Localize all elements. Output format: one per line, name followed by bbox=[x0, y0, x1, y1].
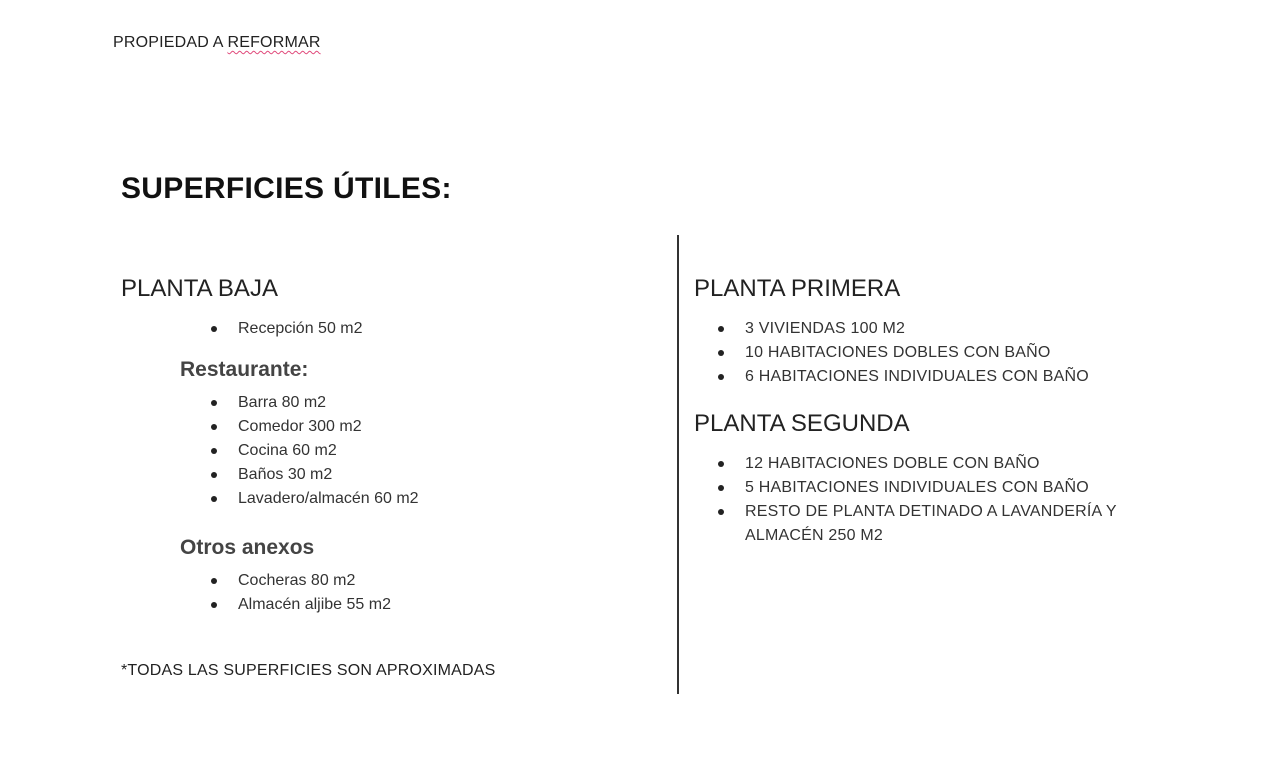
list-item: RESTO DE PLANTA DETINADO A LAVANDERÍA Y ALMACÉN 250 M2 bbox=[694, 500, 1164, 548]
bullet-icon bbox=[211, 424, 217, 430]
bullet-icon bbox=[211, 578, 217, 584]
subsection-title-otros-anexos: Otros anexos bbox=[180, 536, 315, 559]
list-item: Recepción 50 m2 bbox=[121, 317, 661, 341]
list-item: 3 VIVIENDAS 100 M2 bbox=[694, 317, 1214, 341]
bullet-icon bbox=[211, 448, 217, 454]
page-title: SUPERFICIES ÚTILES: bbox=[121, 172, 452, 205]
bullet-icon bbox=[718, 509, 724, 515]
list-item: Cocheras 80 m2 bbox=[121, 569, 661, 593]
list-item: 5 HABITACIONES INDIVIDUALES CON BAÑO bbox=[694, 476, 1164, 500]
bullet-icon bbox=[211, 602, 217, 608]
section-title-planta-segunda: PLANTA SEGUNDA bbox=[694, 410, 910, 437]
list-item: Cocina 60 m2 bbox=[121, 439, 661, 463]
footnote: *TODAS LAS SUPERFICIES SON APROXIMADAS bbox=[121, 662, 496, 679]
right-column bbox=[694, 274, 1214, 548]
list-item: Comedor 300 m2 bbox=[121, 415, 661, 439]
subsection-title-restaurante: Restaurante: bbox=[180, 358, 309, 381]
bullet-icon bbox=[211, 496, 217, 502]
planta-baja-list bbox=[121, 317, 661, 341]
bullet-icon bbox=[718, 326, 724, 332]
list-item: 6 HABITACIONES INDIVIDUALES CON BAÑO bbox=[694, 365, 1214, 389]
planta-segunda-list bbox=[694, 452, 1164, 548]
bullet-icon bbox=[718, 374, 724, 380]
list-item: Lavadero/almacén 60 m2 bbox=[121, 487, 661, 511]
section-title-planta-primera: PLANTA PRIMERA bbox=[694, 275, 901, 302]
document-header bbox=[113, 34, 321, 52]
section-title-planta-baja: PLANTA BAJA bbox=[121, 275, 278, 302]
bullet-icon bbox=[718, 485, 724, 491]
restaurante-list bbox=[121, 391, 661, 511]
bullet-icon bbox=[718, 350, 724, 356]
column-divider bbox=[677, 235, 679, 694]
list-item: Barra 80 m2 bbox=[121, 391, 661, 415]
header-prefix: PROPIEDAD A bbox=[113, 34, 228, 51]
list-item: Baños 30 m2 bbox=[121, 463, 661, 487]
otros-anexos-list bbox=[121, 569, 661, 617]
bullet-icon bbox=[211, 326, 217, 332]
list-item: 12 HABITACIONES DOBLE CON BAÑO bbox=[694, 452, 1164, 476]
list-item: Almacén aljibe 55 m2 bbox=[121, 593, 661, 617]
header-underlined-word: REFORMAR bbox=[227, 34, 321, 51]
bullet-icon bbox=[211, 472, 217, 478]
bullet-icon bbox=[211, 400, 217, 406]
left-column bbox=[121, 274, 661, 617]
bullet-icon bbox=[718, 461, 724, 467]
list-item: 10 HABITACIONES DOBLES CON BAÑO bbox=[694, 341, 1214, 365]
planta-primera-list bbox=[694, 317, 1214, 389]
